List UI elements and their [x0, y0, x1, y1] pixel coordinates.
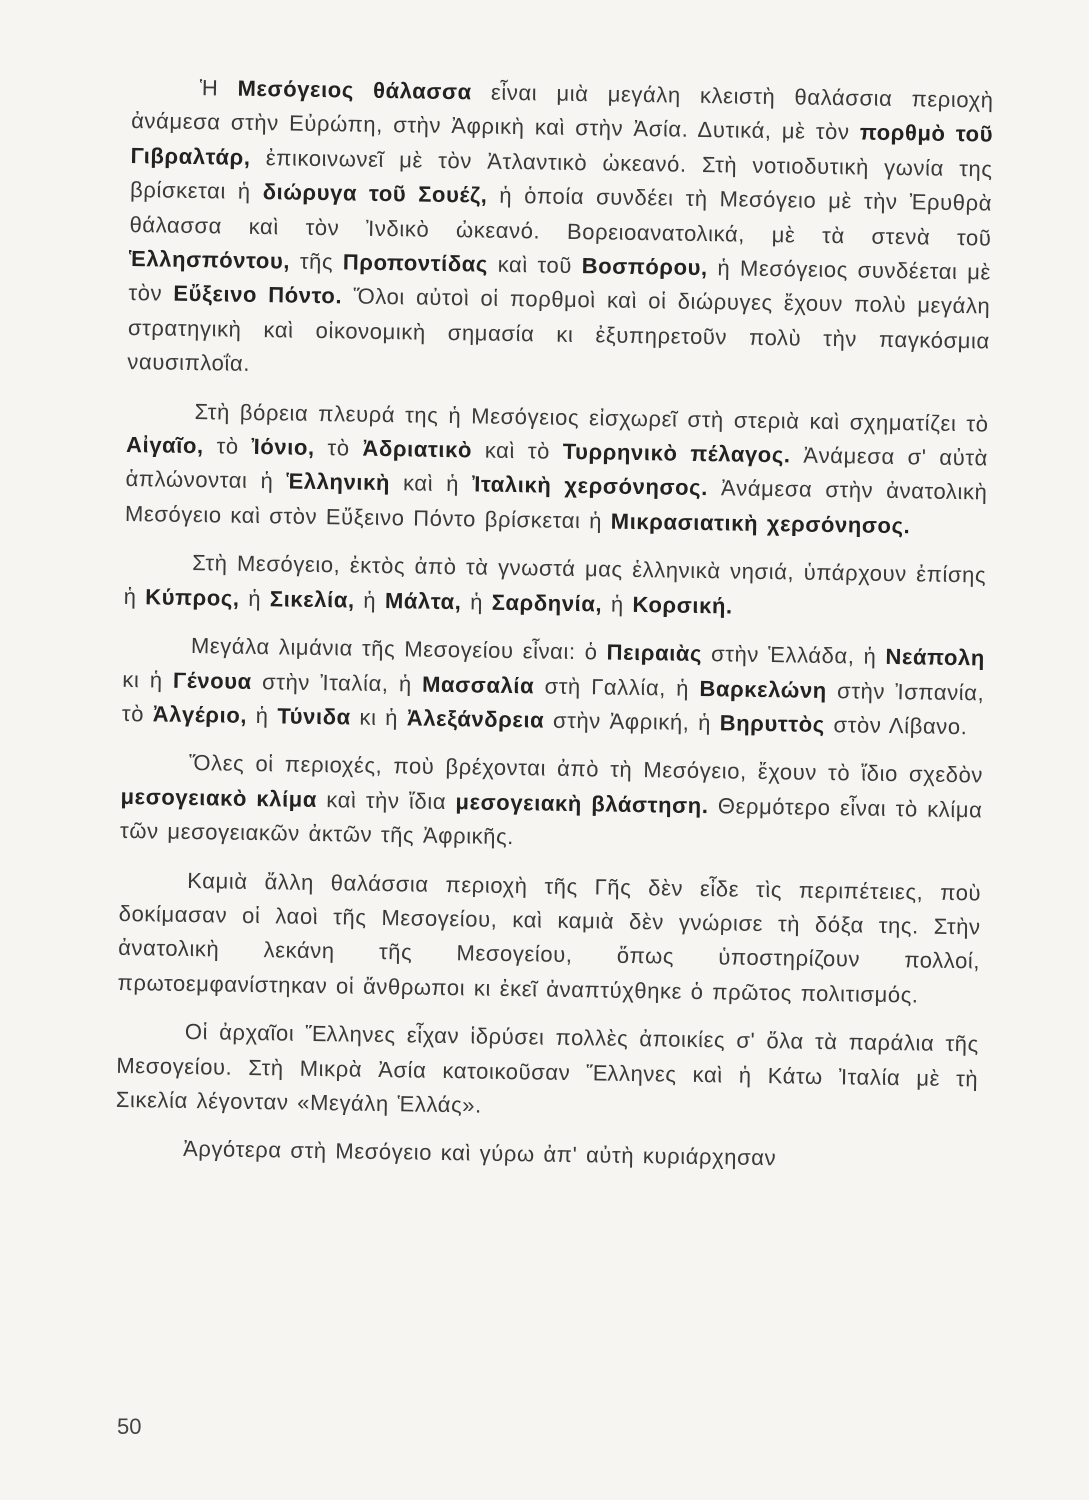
text-run: καὶ τὴν ἴδια	[316, 786, 456, 814]
bold-term: Κορσική.	[632, 591, 733, 619]
bold-term: Μεσόγειος θάλασσα	[237, 75, 472, 105]
text-run: ἡ Μεσόγειος συνδέεται μὲ τὸν	[128, 255, 992, 307]
text-run: στὴν Ἰσπανία, τὸ	[121, 677, 985, 727]
text-run: ἡ ὁποία συνδέει τὴ Μεσόγειο μὲ τὴν Ἐρυθρὰ θάλασσα καὶ τὸν Ἰνδικὸ ὠκεανό. Βορειοανατολικά, μὲ τὰ στενὰ τοῦ	[129, 182, 993, 251]
text-run: ἡ	[239, 585, 271, 611]
bold-term: Τύνιδα	[277, 703, 351, 730]
paragraph	[115, 1131, 977, 1179]
bold-term: Σικελία,	[269, 585, 355, 613]
text-run: τὸ	[314, 434, 363, 461]
bold-term: Ἰταλικὴ χερσόνησος.	[471, 471, 709, 501]
bold-term: Τυρρηνικὸ πέλαγος.	[562, 438, 791, 468]
text-run: ἡ	[246, 702, 278, 729]
paragraph	[122, 628, 986, 745]
text-run: Καμιὰ ἄλλη θαλάσσια περιοχὴ τῆς Γῆς δὲν εἶδε τὶς περιπέτειες, ποὺ δοκίμασαν οἱ λαοὶ τῆς Μεσογείου, καὶ καμιὰ δὲν γνώρισε τὴ δόξα της. Στὴν ἀνατολικὴ λεκάνη τῆς Μεσογείου, ὅπως ὑποστηρίζουν πολλοί, πρωτοεμφανίστηκαν οἱ ἄνθρωποι κι ἐκεῖ ἀναπτύχθηκε ὁ πρῶτος πολιτισμός.	[117, 867, 982, 1008]
text-run: Ἀνάμεσα στὴν ἀνατολικὴ Μεσόγειο καὶ στὸν Εὔξεινο Πόντο βρίσκεται ἡ	[124, 475, 988, 534]
bold-term: Προποντίδας	[342, 249, 489, 277]
text-run: εἶναι μιὰ μεγάλη κλειστὴ θαλάσσια περιοχὴ ἀνάμεσα στὴν Εὐρώπη, στὴν Ἀφρικὴ καὶ στὴν Ἀσία. Δυτικά, μὲ τὸν	[131, 79, 994, 145]
bold-term: Ἰόνιο,	[251, 433, 315, 460]
text-run: Μεγάλα λιμάνια τῆς Μεσογείου εἶναι: ὁ	[190, 633, 607, 665]
text-run: τῆς	[289, 248, 344, 275]
text-run: Στὴ Μεσόγειο, ἐκτὸς ἀπὸ τὰ γνωστά μας ἑλληνικὰ νησιά, ὑπάρχουν ἐπίσης ἡ	[123, 550, 987, 609]
paragraph	[127, 70, 994, 393]
text-run: στὴν Ἰταλία, ἡ	[251, 668, 423, 697]
text-run: ἡ	[602, 591, 633, 617]
paragraph	[123, 545, 986, 627]
paragraph	[125, 394, 989, 545]
text-run: Οἱ ἀρχαῖοι Ἕλληνες εἶχαν ἱδρύσει πολλὲς ἀποικίες σ' ὅλα τὰ παράλια τῆς Μεσογείου. Στὴ Μικρὰ Ἀσία κατοικοῦσαν Ἕλληνες καὶ ἡ Κάτω Ἰταλία μὲ τὴ Σικελία λέγονταν «Μεγάλη Ἑλλάς».	[115, 1019, 980, 1118]
bold-term: Μασσαλία	[421, 671, 535, 698]
bold-term: μεσογειακὸ κλίμα	[120, 783, 318, 812]
text-run: στὴν Ἑλλάδα, ἡ	[701, 641, 886, 669]
text-run: καὶ τὸ	[471, 437, 563, 464]
body-text	[115, 70, 994, 1179]
text-run: ἡ	[461, 588, 492, 615]
text-run: στὸν Λίβανο.	[824, 711, 968, 740]
bold-term: Ἀλγέριο,	[152, 701, 248, 728]
text-run: στὴν Ἀφρική, ἡ	[544, 707, 720, 736]
bold-term: Ἀλεξάνδρεια	[406, 705, 545, 733]
bold-term: Γένουα	[172, 667, 252, 694]
text-run: Ἡ	[199, 75, 238, 101]
bold-term: Μικρασιατικὴ χερσόνησος.	[610, 508, 911, 539]
bold-term: Ἑλλησπόντου,	[128, 246, 291, 274]
text-run: ἡ	[354, 587, 386, 613]
bold-term: μεσογειακὴ βλάστηση.	[455, 788, 709, 818]
bold-term: Αἰγαῖο,	[125, 432, 204, 459]
page-number: 50	[117, 1414, 142, 1439]
text-run: Ἀνάμεσα σ' αὐτὰ ἁπλώνονται ἡ	[125, 442, 989, 494]
bold-term: Βαρκελώνη	[699, 675, 828, 703]
text-run: ἐπικοινωνεῖ μὲ τὸν Ἀτλαντικὸ ὠκεανό. Στὴ νοτιοδυτικὴ γωνία της βρίσκεται ἡ	[129, 144, 993, 205]
text-run: καὶ ἡ	[389, 470, 473, 497]
bold-term: Μάλτα,	[384, 587, 462, 614]
text-run: κι ἡ	[350, 704, 408, 731]
text-run: Στὴ βόρεια πλευρά της ἡ Μεσόγειος εἰσχωρεῖ στὴ στεριὰ καὶ σχηματίζει τὸ	[194, 398, 989, 437]
text-run: καὶ τοῦ	[487, 251, 582, 279]
paragraph	[117, 862, 981, 1013]
bold-term: διώρυγα τοῦ Σουέζ,	[262, 179, 488, 208]
bold-term: πορθμὸ τοῦ Γιβραλτάρ,	[130, 119, 994, 170]
text-run: Ὅλες οἱ περιοχές, ποὺ βρέχονται ἀπὸ τὴ Μεσόγειο, ἔχουν τὸ ἴδιο σχεδὸν	[188, 750, 984, 788]
bold-term: Βοσπόρου,	[581, 253, 708, 281]
text-run: Θερμότερο εἶναι τὸ κλίμα τῶν μεσογειακῶν ἀκτῶν τῆς Ἀφρικῆς.	[119, 792, 983, 850]
bold-term: Κύπρος,	[145, 583, 240, 611]
bold-term: Εὔξεινο Πόντο.	[173, 281, 343, 309]
text-run: κι ἡ	[122, 666, 174, 693]
paragraph	[116, 1014, 980, 1131]
text-run: Ἀργότερα στὴ Μεσόγειο καὶ γύρω ἀπ' αὐτὴ κυριάρχησαν	[182, 1136, 777, 1171]
bold-term: Πειραιὰς	[606, 639, 703, 667]
bold-term: Νεάπολη	[885, 644, 986, 671]
bold-term: Σαρδηνία,	[491, 589, 603, 617]
text-run: τὸ	[203, 433, 252, 459]
bold-term: Ἑλληνικὴ	[286, 468, 391, 496]
text-run: στὴ Γαλλία, ἡ	[534, 672, 700, 701]
text-run: Ὅλοι αὐτοὶ οἱ πορθμοὶ καὶ οἱ διώρυγες ἔχουν πολὺ μεγάλη στρατηγικὴ καὶ οἰκονομικὴ σημασία κι ἐξυπηρετοῦν πολὺ τὴν παγκόσμια ναυσιπλοΐα.	[127, 283, 991, 377]
bold-term: Βηρυττὸς	[719, 710, 826, 737]
bold-term: Ἀδριατικὸ	[362, 435, 473, 463]
paragraph	[120, 745, 984, 862]
